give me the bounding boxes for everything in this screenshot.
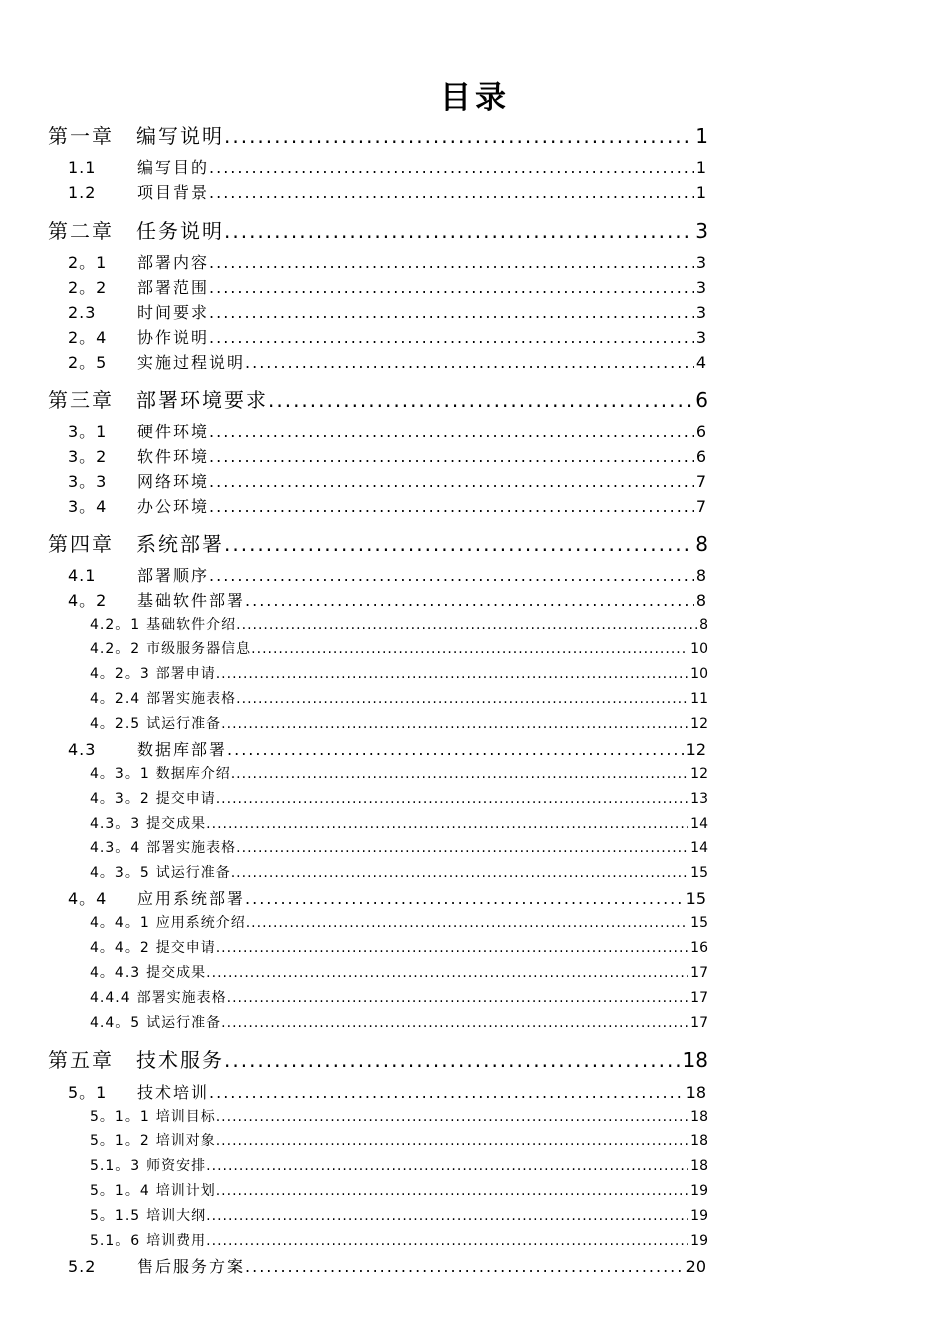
toc-dot-leader	[209, 472, 694, 491]
toc-entry[interactable]	[90, 1012, 708, 1032]
toc-entry-title: 培训对象	[155, 1133, 216, 1149]
toc-entry[interactable]	[68, 469, 706, 492]
toc-page-number: 15	[690, 865, 708, 881]
toc-entry-title: 部署实施表格	[146, 840, 237, 856]
toc-dot-leader	[236, 691, 688, 707]
toc-entry[interactable]	[90, 912, 708, 932]
toc-entry-number: 1.1	[68, 158, 97, 177]
toc-entry-number: 4。3。1	[90, 766, 150, 782]
toc-entry[interactable]	[48, 384, 708, 413]
toc-page-number: 17	[690, 1015, 708, 1031]
toc-dot-leader	[206, 816, 688, 832]
toc-page-number: 19	[690, 1233, 708, 1249]
toc-entry-title: 协作说明	[137, 328, 210, 347]
toc-entry[interactable]	[68, 444, 706, 467]
toc-dot-leader	[251, 641, 688, 657]
toc-entry-number: 5.1。6	[90, 1233, 141, 1249]
toc-entry-title: 硬件环境	[137, 422, 210, 441]
toc-entry[interactable]	[90, 663, 708, 683]
toc-entry-title: 试运行准备	[146, 716, 222, 732]
toc-entry[interactable]	[68, 300, 706, 323]
toc-entry-number: 4。2。3	[90, 666, 150, 682]
toc-entry[interactable]	[48, 215, 708, 244]
toc-dot-leader	[231, 865, 688, 881]
toc-dot-leader	[224, 1048, 681, 1072]
toc-entry[interactable]	[90, 788, 708, 808]
toc-page-number: 17	[690, 965, 708, 981]
toc-entry-title: 部署实施表格	[136, 990, 227, 1006]
toc-entry-title: 部署范围	[137, 278, 210, 297]
toc-dot-leader	[245, 889, 684, 908]
toc-entry-number: 4。4	[68, 889, 108, 908]
toc-dot-leader	[224, 219, 693, 243]
toc-dot-leader	[245, 591, 694, 610]
toc-dot-leader	[209, 253, 694, 272]
toc-page-number: 1	[695, 124, 708, 148]
toc-dot-leader	[227, 990, 689, 1006]
toc-entry[interactable]	[48, 120, 708, 149]
toc-page-number: 18	[690, 1158, 708, 1174]
toc-entry-number: 4。2	[68, 591, 108, 610]
toc-dot-leader	[209, 497, 694, 516]
toc-dot-leader	[209, 303, 694, 322]
toc-entry-title: 提交成果	[146, 816, 207, 832]
toc-entry-title: 办公环境	[137, 497, 210, 516]
toc-entry-number: 2.3	[68, 303, 97, 322]
toc-entry-number: 4。4。2	[90, 940, 150, 956]
toc-entry[interactable]	[90, 937, 708, 957]
toc-dot-leader	[206, 1158, 688, 1174]
toc-entry-title: 部署顺序	[137, 566, 210, 585]
toc-entry-number: 2。2	[68, 278, 108, 297]
toc-entry[interactable]	[90, 614, 708, 634]
toc-entry-title: 任务说明	[136, 219, 224, 243]
toc-page-number: 8	[695, 591, 706, 610]
toc-entry[interactable]	[48, 1044, 708, 1073]
toc-entry[interactable]	[90, 1205, 708, 1225]
toc-entry[interactable]	[90, 763, 708, 783]
toc-entry[interactable]	[68, 275, 706, 298]
toc-entry-title: 培训计划	[155, 1183, 216, 1199]
toc-dot-leader	[209, 1083, 684, 1102]
toc-entry-number: 3。4	[68, 497, 108, 516]
toc-page-number: 10	[690, 666, 708, 682]
toc-entry[interactable]	[68, 1254, 706, 1277]
toc-entry-number: 4.4.4	[90, 990, 131, 1006]
toc-entry[interactable]	[68, 325, 706, 348]
toc-entry-number: 第一章	[48, 124, 114, 148]
toc-entry-number: 3。3	[68, 472, 108, 491]
toc-dot-leader	[216, 1133, 688, 1149]
toc-page-number: 18	[682, 1048, 708, 1072]
toc-dot-leader	[221, 716, 688, 732]
toc-entry-title: 实施过程说明	[137, 353, 246, 372]
toc-page-number: 18	[690, 1133, 708, 1149]
toc-page-number: 14	[690, 840, 708, 856]
toc-entry-number: 第四章	[48, 532, 114, 556]
toc-entry-number: 第二章	[48, 219, 114, 243]
toc-entry[interactable]	[68, 250, 706, 273]
toc-entry[interactable]	[90, 1180, 708, 1200]
toc-dot-leader	[224, 532, 693, 556]
toc-entry-number: 4。3。2	[90, 791, 150, 807]
toc-entry[interactable]	[90, 987, 708, 1007]
toc-entry[interactable]	[90, 713, 708, 733]
toc-dot-leader	[227, 740, 684, 759]
toc-page-number: 18	[690, 1109, 708, 1125]
toc-page-number: 12	[690, 716, 708, 732]
toc-entry-number: 5。1。1	[90, 1109, 150, 1125]
toc-page-number: 7	[695, 497, 706, 516]
toc-page-number: 10	[690, 641, 708, 657]
toc-dot-leader	[216, 940, 688, 956]
toc-entry[interactable]	[68, 1080, 706, 1103]
toc-entry-title: 师资安排	[146, 1158, 207, 1174]
toc-entry-number: 4.2。2	[90, 641, 141, 657]
toc-entry-title: 项目背景	[137, 183, 210, 202]
toc-entry-title: 提交成果	[146, 965, 207, 981]
toc-entry-title: 数据库部署	[137, 740, 228, 759]
toc-entry-title: 技术培训	[137, 1083, 210, 1102]
toc-entry[interactable]	[90, 1130, 708, 1150]
toc-page-number: 8	[695, 532, 708, 556]
toc-dot-leader	[216, 666, 688, 682]
toc-dot-leader	[209, 566, 694, 585]
toc-dot-leader	[246, 915, 688, 931]
toc-entry-title: 部署申请	[155, 666, 216, 682]
toc-dot-leader	[245, 1257, 684, 1276]
toc-entry[interactable]	[90, 1155, 708, 1175]
toc-page-number: 3	[695, 278, 706, 297]
toc-entry-title: 编写目的	[137, 158, 210, 177]
toc-page-number: 18	[685, 1083, 706, 1102]
toc-dot-leader	[206, 1233, 688, 1249]
toc-page-number: 1	[695, 183, 706, 202]
toc-page-number: 15	[685, 889, 706, 908]
toc-entry-number: 4.2。1	[90, 617, 141, 633]
toc-entry-number: 5。1.5	[90, 1208, 141, 1224]
toc-entry[interactable]	[68, 494, 706, 517]
toc-entry[interactable]	[90, 638, 708, 658]
toc-page-number: 1	[695, 158, 706, 177]
toc-dot-leader	[209, 422, 694, 441]
toc-entry-title: 网络环境	[137, 472, 210, 491]
toc-page-number: 13	[690, 791, 708, 807]
toc-entry-number: 4。2.4	[90, 691, 141, 707]
toc-entry[interactable]	[90, 813, 708, 833]
toc-entry-number: 3。2	[68, 447, 108, 466]
toc-dot-leader	[236, 617, 697, 633]
toc-dot-leader	[231, 766, 688, 782]
toc-entry-title: 培训目标	[155, 1109, 216, 1125]
toc-dot-leader	[209, 328, 694, 347]
toc-dot-leader	[221, 1015, 688, 1031]
toc-entry-number: 5.1。3	[90, 1158, 141, 1174]
toc-entry-title: 试运行准备	[155, 865, 231, 881]
toc-dot-leader	[236, 840, 688, 856]
toc-entry-number: 4.4。5	[90, 1015, 141, 1031]
page-title: 目录	[440, 80, 510, 116]
toc-entry-title: 培训大纲	[146, 1208, 207, 1224]
toc-page-number: 20	[685, 1257, 706, 1276]
toc-entry-title: 应用系统部署	[137, 889, 246, 908]
toc-page-number: 19	[690, 1208, 708, 1224]
toc-dot-leader	[206, 1208, 688, 1224]
toc-entry-number: 5.2	[68, 1257, 97, 1276]
toc-entry[interactable]	[68, 886, 706, 909]
toc-dot-leader	[224, 124, 693, 148]
toc-page-number: 19	[690, 1183, 708, 1199]
toc-entry-number: 2。1	[68, 253, 108, 272]
toc-entry[interactable]	[68, 350, 706, 373]
toc-page-number: 7	[695, 472, 706, 491]
toc-entry[interactable]	[90, 962, 708, 982]
toc-entry-number: 4.1	[68, 566, 97, 585]
toc-dot-leader	[206, 965, 688, 981]
toc-dot-leader	[216, 1183, 688, 1199]
toc-entry-number: 第五章	[48, 1048, 114, 1072]
toc-entry-title: 系统部署	[136, 532, 224, 556]
toc-entry-title: 时间要求	[137, 303, 210, 322]
toc-dot-leader	[268, 388, 693, 412]
toc-page-number: 3	[695, 219, 708, 243]
toc-entry-number: 5。1。4	[90, 1183, 150, 1199]
toc-entry-title: 基础软件介绍	[146, 617, 237, 633]
toc-entry-number: 4.3。4	[90, 840, 141, 856]
toc-dot-leader	[209, 158, 694, 177]
toc-entry-number: 4。2.5	[90, 716, 141, 732]
toc-entry[interactable]	[68, 419, 706, 442]
toc-entry-title: 软件环境	[137, 447, 210, 466]
toc-entry-title: 部署实施表格	[146, 691, 237, 707]
toc-entry-number: 4.3。3	[90, 816, 141, 832]
toc-entry-title: 试运行准备	[146, 1015, 222, 1031]
toc-dot-leader	[216, 791, 688, 807]
toc-entry[interactable]	[90, 1106, 708, 1126]
toc-entry[interactable]	[90, 837, 708, 857]
toc-page-number: 15	[690, 915, 708, 931]
toc-page-number: 11	[690, 691, 708, 707]
toc-page-number: 3	[695, 328, 706, 347]
toc-entry-number: 4。4。1	[90, 915, 150, 931]
toc-entry-number: 4.3	[68, 740, 97, 759]
toc-entry-title: 市级服务器信息	[146, 641, 252, 657]
toc-page-number: 6	[695, 422, 706, 441]
toc-dot-leader	[209, 183, 694, 202]
toc-entry-title: 培训费用	[146, 1233, 207, 1249]
toc-entry-title: 部署环境要求	[136, 388, 268, 412]
toc-entry-number: 3。1	[68, 422, 108, 441]
toc-entry-title: 售后服务方案	[137, 1257, 246, 1276]
toc-entry[interactable]	[90, 688, 708, 708]
toc-entry-title: 基础软件部署	[137, 591, 246, 610]
toc-entry-title: 数据库介绍	[155, 766, 231, 782]
toc-entry[interactable]	[90, 1230, 708, 1250]
toc-entry-number: 4。4.3	[90, 965, 141, 981]
toc-entry-title: 提交申请	[155, 791, 216, 807]
toc-page-number: 12	[690, 766, 708, 782]
toc-entry[interactable]	[68, 180, 706, 203]
toc-entry-title: 部署内容	[137, 253, 210, 272]
toc-entry[interactable]	[68, 737, 706, 760]
toc-dot-leader	[209, 447, 694, 466]
toc-entry[interactable]	[68, 563, 706, 586]
toc-entry-number: 第三章	[48, 388, 114, 412]
toc-page-number: 17	[690, 990, 708, 1006]
toc-page-number: 3	[695, 253, 706, 272]
toc-page-number: 14	[690, 816, 708, 832]
toc-page-number: 8	[695, 566, 706, 585]
toc-dot-leader	[245, 353, 694, 372]
toc-page-number: 16	[690, 940, 708, 956]
toc-entry-number: 2。5	[68, 353, 108, 372]
toc-entry-number: 5。1。2	[90, 1133, 150, 1149]
toc-entry-number: 2。4	[68, 328, 108, 347]
toc-page-number: 6	[695, 388, 708, 412]
toc-dot-leader	[216, 1109, 688, 1125]
toc-entry-number: 5。1	[68, 1083, 108, 1102]
toc-dot-leader	[209, 278, 694, 297]
toc-page-number: 3	[695, 303, 706, 322]
toc-entry[interactable]	[90, 862, 708, 882]
toc-entry[interactable]	[68, 155, 706, 178]
toc-entry-title: 提交申请	[155, 940, 216, 956]
toc-entry-number: 1.2	[68, 183, 97, 202]
toc-entry[interactable]	[48, 528, 708, 557]
toc-page-number: 8	[699, 617, 708, 633]
toc-entry-title: 应用系统介绍	[155, 915, 246, 931]
toc-entry-number: 4。3。5	[90, 865, 150, 881]
toc-entry-title: 技术服务	[136, 1048, 224, 1072]
toc-page-number: 6	[695, 447, 706, 466]
toc-page-number: 4	[695, 353, 706, 372]
toc-entry-title: 编写说明	[136, 124, 224, 148]
toc-page-number: 12	[685, 740, 706, 759]
toc-entry[interactable]	[68, 588, 706, 611]
